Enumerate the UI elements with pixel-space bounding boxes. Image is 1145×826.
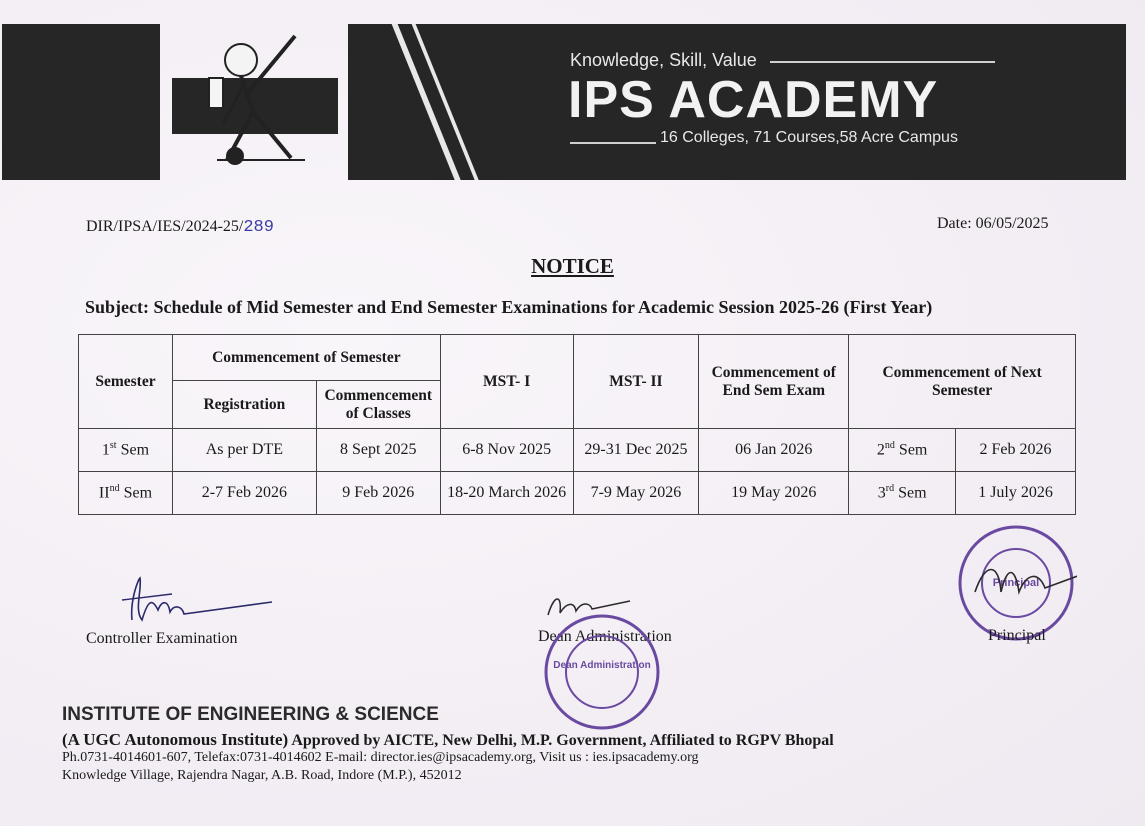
next-semester-number: 3 — [877, 484, 886, 502]
next-semester-cell — [849, 429, 956, 472]
tagline-rule — [770, 61, 995, 63]
registration-cell: As per DTE — [172, 429, 316, 472]
brand-title: IPS ACADEMY — [568, 71, 939, 129]
mst1-cell: 6-8 Nov 2025 — [440, 429, 573, 472]
institute-name: INSTITUTE OF ENGINEERING & SCIENCE — [62, 704, 439, 725]
table-row — [79, 429, 1076, 472]
approval-line — [62, 730, 834, 750]
header-end-sem: Commencement of End Sem Exam — [699, 335, 849, 429]
end-sem-cell: 19 May 2026 — [699, 472, 849, 515]
banner-left-block — [2, 24, 160, 180]
registration-cell: 2-7 Feb 2026 — [172, 472, 316, 515]
mst2-cell: 7-9 May 2026 — [573, 472, 699, 515]
notice-subject: Subject: Schedule of Mid Semester and End Semester Examinations for Academic Session 2025-26 (First Year) — [85, 297, 933, 317]
dean-stamp-icon — [542, 612, 662, 732]
principal-stamp-text: Principal — [992, 577, 1040, 589]
notice-date: Date: 06/05/2025 — [937, 215, 1049, 232]
header-semester: Semester — [79, 335, 173, 429]
banner-right-block — [348, 24, 1126, 180]
header-subline: 16 Colleges, 71 Courses,58 Acre Campus — [660, 129, 958, 146]
semester-suffix: nd — [109, 483, 120, 495]
next-semester-date-cell: 2 Feb 2026 — [956, 429, 1076, 472]
header-commencement-of-semester: Commencement of Semester — [172, 335, 440, 381]
dean-stamp-text: Dean Administration — [553, 660, 651, 671]
next-semester-label: Sem — [894, 484, 927, 502]
notice-title: NOTICE — [531, 254, 614, 278]
address-line: Knowledge Village, Rajendra Nagar, A.B. Road, Indore (M.P.), 452012 — [62, 768, 462, 783]
header-mst1: MST- I — [440, 335, 573, 429]
exam-schedule-table — [78, 334, 1076, 515]
controller-examination-label: Controller Examination — [86, 630, 238, 647]
next-semester-cell — [849, 472, 956, 515]
semester-label: Sem — [119, 484, 153, 502]
semester-cell — [79, 472, 173, 515]
header-commencement-of-classes: Commencement of Classes — [316, 381, 440, 429]
dean-administration-label: Dean Administration — [538, 628, 672, 645]
header-registration: Registration — [172, 381, 316, 429]
classes-cell: 8 Sept 2025 — [316, 429, 440, 472]
principal-stamp-icon — [955, 522, 1077, 644]
end-sem-cell: 06 Jan 2026 — [699, 429, 849, 472]
next-semester-suffix: rd — [885, 483, 895, 495]
table-header-row — [79, 335, 1076, 381]
ips-logo-icon — [195, 20, 315, 170]
next-semester-suffix: nd — [884, 440, 895, 452]
classes-cell: 9 Feb 2026 — [316, 472, 440, 515]
semester-number: 1 — [101, 441, 110, 459]
next-semester-label: Sem — [894, 441, 928, 459]
reference-number — [86, 218, 274, 237]
controller-signature-icon — [112, 570, 282, 630]
header-next-semester: Commencement of Next Semester — [849, 335, 1076, 429]
next-semester-number: 2 — [876, 441, 885, 459]
mst2-cell: 29-31 Dec 2025 — [573, 429, 699, 472]
ugc-autonomous-label: (A UGC Autonomous Institute) — [62, 730, 289, 749]
reference-handwritten-number: 289 — [243, 218, 274, 237]
semester-label: Sem — [116, 441, 150, 459]
semester-number: II — [98, 484, 110, 502]
mst1-cell: 18-20 March 2026 — [440, 472, 573, 515]
next-semester-date-cell: 1 July 2026 — [956, 472, 1076, 515]
approval-text: Approved by AICTE, New Delhi, M.P. Government, Affiliated to RGPV Bhopal — [288, 732, 834, 749]
table-row — [79, 472, 1076, 515]
header-tagline: Knowledge, Skill, Value — [570, 50, 757, 70]
reference-prefix: DIR/IPSA/IES/2024-25/ — [86, 218, 244, 235]
semester-cell — [79, 429, 173, 472]
banner-stripe — [388, 24, 475, 180]
header-mst2: MST- II — [573, 335, 699, 429]
semester-suffix: st — [109, 440, 117, 452]
principal-label: Principal — [988, 627, 1046, 644]
contact-info: Ph.0731-4014601-607, Telefax:0731-4014602 E-mail: director.ies@ipsacademy.org, Visit us : ies.ipsacademy.org — [62, 750, 699, 765]
subline-rule — [570, 142, 656, 144]
